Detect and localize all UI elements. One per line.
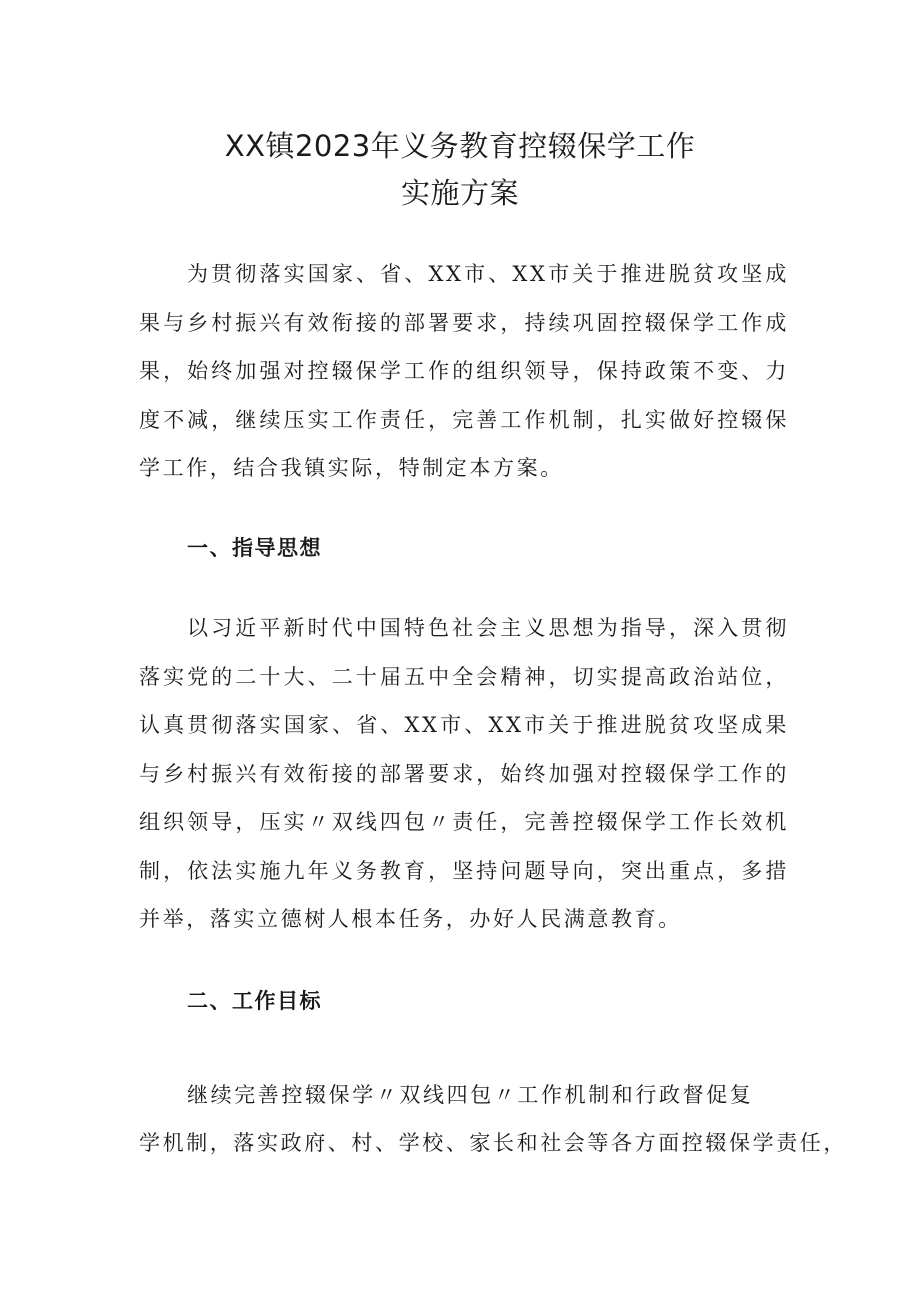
- section-heading-work-goals: 二、工作目标: [187, 989, 322, 1013]
- section-body-work-goals-line1: 继续完善控辍保学〃双线四包〃工作机制和行政督促复: [187, 1083, 754, 1107]
- section-body-work-goals-line2: 学机制，落实政府、村、学校、家长和社会等各方面控辍保学责任，: [139, 1131, 847, 1155]
- section-heading-guiding-thought: 一、指导思想: [187, 536, 322, 560]
- section-body-guiding-thought: 以习近平新时代中国特色社会主义思想为指导，深入贯彻落实党的二十大、二十届五中全会精神，切实提高政治站位，认真贯彻落实国家、省、XX市、XX市关于推进脱贫攻坚成果与乡村振兴有效衔接的部署要求，始终加强对控辍保学工作的组织领导，压实〃双线四包〃责任，完善控辍保学工作长效机制，依法实施九年义务教育，坚持问题导向，突出重点，多措并举，落实立德树人根本任务，办好人民满意教育。: [139, 616, 789, 931]
- document-title-line2: 实施方案: [400, 176, 519, 210]
- document-title-line1: XX镇2023年义务教育控辍保学工作: [224, 129, 696, 163]
- intro-paragraph: 为贯彻落实国家、省、XX市、XX市关于推进脱贫攻坚成果与乡村振兴有效衔接的部署要求，持续巩固控辍保学工作成果，始终加强对控辍保学工作的组织领导，保持政策不变、力度不减，继续压实工作责任，完善工作机制，扎实做好控辍保学工作，结合我镇实际，特制定本方案。: [139, 262, 789, 480]
